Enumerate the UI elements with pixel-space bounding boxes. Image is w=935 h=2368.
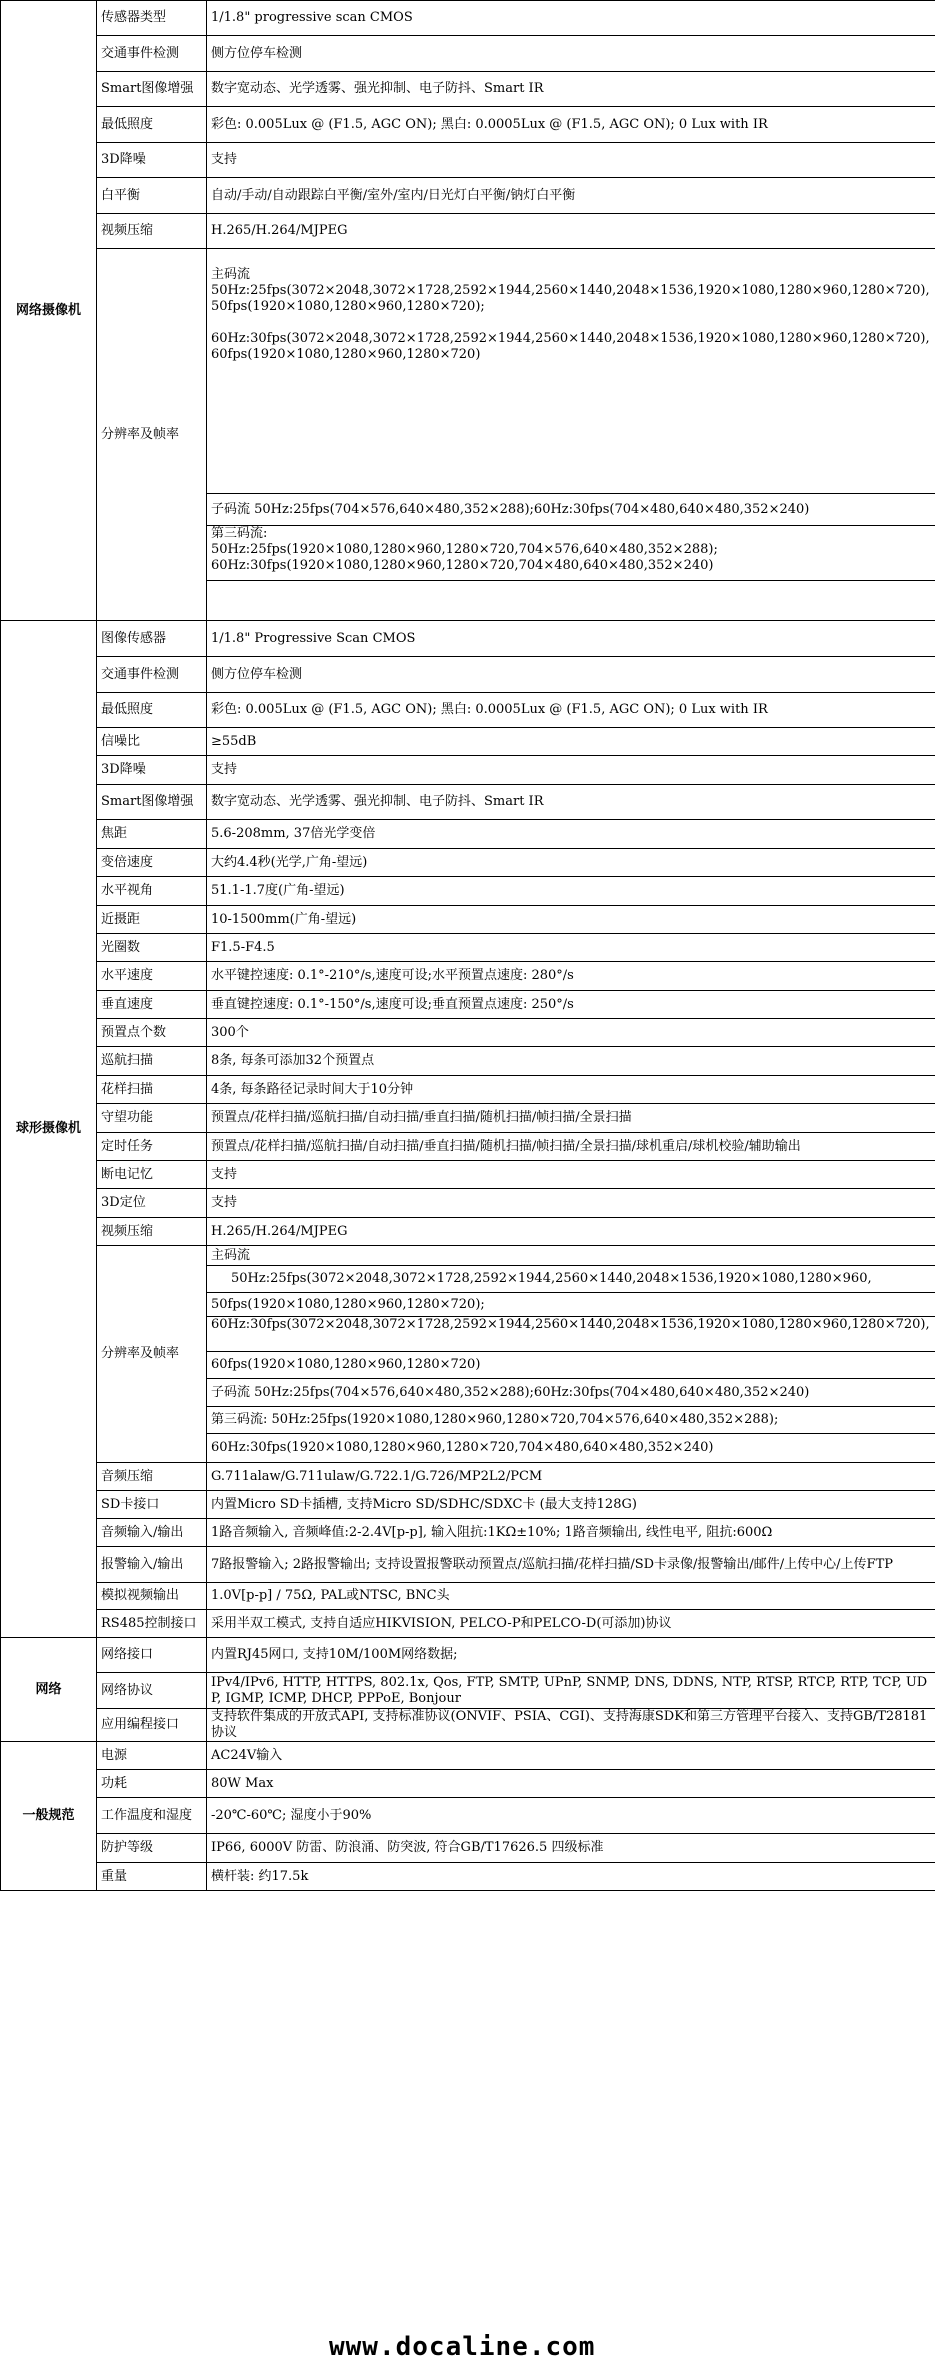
spec-value: 支持: [207, 1161, 935, 1189]
spec-label: 网络协议: [97, 1673, 207, 1709]
spec-value: 彩色: 0.005Lux @ (F1.5, AGC ON); 黑白: 0.0005Lux @ (F1.5, AGC ON); 0 Lux with IR: [207, 107, 935, 143]
main-50-line: [207, 1266, 935, 1293]
spec-row: [1, 1519, 935, 1547]
blank-line: [207, 581, 935, 620]
spec-value: 支持软件集成的开放式API, 支持标准协议(ONVIF、PSIA、CGI)、支持海康SDK和第三方管理平台接入、支持GB/T28181协议: [207, 1709, 935, 1742]
spec-value: H.265/H.264/MJPEG: [207, 214, 935, 249]
spec-value: 水平键控速度: 0.1°-210°/s,速度可设;水平预置点速度: 280°/s: [207, 962, 935, 991]
spec-row: [1, 621, 935, 657]
main-60-line: [207, 1317, 935, 1352]
spec-row: [1, 1463, 935, 1491]
main-stream-block: [207, 249, 935, 494]
spec-label: 应用编程接口: [97, 1709, 207, 1742]
spec-label: 传感器类型: [97, 1, 207, 36]
spec-value: 数字宽动态、光学透雾、强光抑制、电子防抖、Smart IR: [207, 72, 935, 107]
spec-label: 守望功能: [97, 1104, 207, 1133]
spec-value: 8条, 每条可添加32个预置点: [207, 1047, 935, 1076]
spec-row: [1, 1798, 935, 1834]
sub-stream-line: [207, 494, 935, 526]
main-stream-block-text: 60Hz:30fps(3072×2048,3072×1728,2592×1944,2560×1440,2048×1536,1920×1080,1280×960,1280×720),60fps(1920×1080,1280×960,1280×720): [211, 331, 930, 362]
spec-value: 预置点/花样扫描/巡航扫描/自动扫描/垂直扫描/随机扫描/帧扫描/全景扫描: [207, 1104, 935, 1133]
spec-value: 彩色: 0.005Lux @ (F1.5, AGC ON); 黑白: 0.0005Lux @ (F1.5, AGC ON); 0 Lux with IR: [207, 693, 935, 728]
spec-label: RS485控制接口: [97, 1610, 207, 1638]
spec-value: 侧方位停车检测: [207, 657, 935, 693]
spec-label: 白平衡: [97, 178, 207, 214]
spec-label: Smart图像增强: [97, 785, 207, 820]
spec-label: 最低照度: [97, 107, 207, 143]
spec-row-resolution: [1, 249, 935, 621]
main-60fps-line: [207, 1352, 935, 1379]
spec-label: 水平视角: [97, 877, 207, 906]
spec-label: 交通事件检测: [97, 657, 207, 693]
spec-label: 模拟视频输出: [97, 1583, 207, 1610]
spec-value: 300个: [207, 1019, 935, 1047]
main-stream-block-text: 主码流: [211, 267, 251, 282]
spec-label: 防护等级: [97, 1834, 207, 1863]
main-50fps-line: [207, 1293, 935, 1317]
spec-row: [1, 1, 935, 36]
main-60fps-line-text: 60fps(1920×1080,1280×960,1280×720): [211, 1357, 481, 1372]
spec-value: 支持: [207, 143, 935, 178]
spec-row: [1, 1491, 935, 1519]
spec-value: 数字宽动态、光学透雾、强光抑制、电子防抖、Smart IR: [207, 785, 935, 820]
spec-value: 4条, 每条路径记录时间大于10分钟: [207, 1076, 935, 1104]
spec-row: [1, 214, 935, 249]
spec-value: IP66, 6000V 防雷、防浪涌、防突波, 符合GB/T17626.5 四级标准: [207, 1834, 935, 1863]
spec-row: [1, 991, 935, 1019]
spec-label: 功耗: [97, 1770, 207, 1798]
spec-row: [1, 1218, 935, 1246]
watermark: www.docaline.com: [325, 2332, 599, 2362]
spec-row: [1, 72, 935, 107]
spec-label: 变倍速度: [97, 849, 207, 877]
spec-row: [1, 1076, 935, 1104]
third-stream-block: [207, 526, 935, 581]
spec-row: [1, 728, 935, 756]
third-stream-block-text: 第三码流:: [211, 526, 268, 541]
spec-value: 支持: [207, 1189, 935, 1218]
spec-row: [1, 1189, 935, 1218]
main-60-line-text: 60Hz:30fps(3072×2048,3072×1728,2592×1944,2560×1440,2048×1536,1920×1080,1280×960,1280×720),: [211, 1317, 930, 1332]
spec-label: 3D定位: [97, 1189, 207, 1218]
spec-label: 花样扫描: [97, 1076, 207, 1104]
spec-value: 7路报警输入; 2路报警输出; 支持设置报警联动预置点/巡航扫描/花样扫描/SD卡录像/报警输出/邮件/上传中心/上传FTP: [207, 1547, 935, 1583]
third-stream-block-text: 50Hz:25fps(1920×1080,1280×960,1280×720,704×576,640×480,352×288);: [211, 542, 718, 557]
spec-row: [1, 657, 935, 693]
spec-value: 51.1-1.7度(广角-望远): [207, 877, 935, 906]
spec-label: 信噪比: [97, 728, 207, 756]
spec-value: 侧方位停车检测: [207, 36, 935, 72]
spec-label: 图像传感器: [97, 621, 207, 657]
spec-label: 视频压缩: [97, 1218, 207, 1246]
category-general: 一般规范: [1, 1742, 97, 1891]
sub-stream-line-text: 子码流 50Hz:25fps(704×576,640×480,352×288);60Hz:30fps(704×480,640×480,352×240): [211, 1384, 810, 1400]
spec-label: 分辨率及帧率: [97, 249, 207, 621]
spec-row-resolution: [1, 1246, 935, 1463]
spec-row: [1, 1019, 935, 1047]
spec-value: ≥55dB: [207, 728, 935, 756]
spec-value: 内置RJ45网口, 支持10M/100M网络数据;: [207, 1638, 935, 1673]
spec-row: [1, 143, 935, 178]
spec-row: [1, 906, 935, 934]
spec-label: 预置点个数: [97, 1019, 207, 1047]
spec-value: 10-1500mm(广角-望远): [207, 906, 935, 934]
spec-label: 3D降噪: [97, 756, 207, 785]
spec-label: 近摄距: [97, 906, 207, 934]
spec-label: 巡航扫描: [97, 1047, 207, 1076]
spec-label: 电源: [97, 1742, 207, 1770]
category-network: 网络: [1, 1638, 97, 1742]
third-50-line: [207, 1407, 935, 1434]
main-50-line-text: 50Hz:25fps(3072×2048,3072×1728,2592×1944,2560×1440,2048×1536,1920×1080,1280×960,: [231, 1271, 872, 1286]
third-60-line: [207, 1434, 935, 1462]
spec-value: AC24V输入: [207, 1742, 935, 1770]
spec-value: 大约4.4秒(光学,广角-望远): [207, 849, 935, 877]
spec-label: 网络接口: [97, 1638, 207, 1673]
spec-row: [1, 36, 935, 72]
spec-value: 5.6-208mm, 37倍光学变倍: [207, 820, 935, 849]
spec-value: 1/1.8" Progressive Scan CMOS: [207, 621, 935, 657]
spec-value: 1路音频输入, 音频峰值:2-2.4V[p-p], 输入阻抗:1KΩ±10%; 1路音频输出, 线性电平, 阻抗:600Ω: [207, 1519, 935, 1547]
spec-row: [1, 1104, 935, 1133]
spec-label: 工作温度和湿度: [97, 1798, 207, 1834]
spec-row: [1, 1863, 935, 1891]
resolution-value: [207, 249, 935, 621]
spec-label: 视频压缩: [97, 214, 207, 249]
spec-label: 垂直速度: [97, 991, 207, 1019]
spec-value: 自动/手动/自动跟踪白平衡/室外/室内/日光灯白平衡/钠灯白平衡: [207, 178, 935, 214]
spec-row: [1, 756, 935, 785]
spec-row: [1, 1834, 935, 1863]
spec-value: 内置Micro SD卡插槽, 支持Micro SD/SDHC/SDXC卡 (最大支持128G): [207, 1491, 935, 1519]
spec-row: [1, 1673, 935, 1709]
spec-row: [1, 1610, 935, 1638]
spec-label: 分辨率及帧率: [97, 1246, 207, 1463]
spec-row: [1, 107, 935, 143]
spec-value: 垂直键控速度: 0.1°-150°/s,速度可设;垂直预置点速度: 250°/s: [207, 991, 935, 1019]
spec-label: 交通事件检测: [97, 36, 207, 72]
spec-label: 报警输入/输出: [97, 1547, 207, 1583]
main-stream-block-text: 50Hz:25fps(3072×2048,3072×1728,2592×1944,2560×1440,2048×1536,1920×1080,1280×960,1280×720),50fps(1920×1080,1280×960,1280×720);: [211, 283, 930, 314]
spec-label: 光圈数: [97, 934, 207, 962]
spec-value: G.711alaw/G.711ulaw/G.722.1/G.726/MP2L2/PCM: [207, 1463, 935, 1491]
spec-row: [1, 1638, 935, 1673]
spec-row: [1, 178, 935, 214]
spec-row: [1, 693, 935, 728]
spec-row: [1, 849, 935, 877]
resolution-value: [207, 1246, 935, 1463]
spec-label: 焦距: [97, 820, 207, 849]
spec-row: [1, 1161, 935, 1189]
spec-row: [1, 934, 935, 962]
main-title-line: [207, 1246, 935, 1266]
sub-stream-line-text: 子码流 50Hz:25fps(704×576,640×480,352×288);60Hz:30fps(704×480,640×480,352×240): [211, 501, 810, 517]
spec-row: [1, 962, 935, 991]
spec-value: 采用半双工模式, 支持自适应HIKVISION, PELCO-P和PELCO-D(可添加)协议: [207, 1610, 935, 1638]
spec-label: 水平速度: [97, 962, 207, 991]
spec-value: -20℃-60℃; 湿度小于90%: [207, 1798, 935, 1834]
spec-label: 重量: [97, 1863, 207, 1891]
spec-label: SD卡接口: [97, 1491, 207, 1519]
spec-value: 预置点/花样扫描/巡航扫描/自动扫描/垂直扫描/随机扫描/帧扫描/全景扫描/球机重启/球机校验/辅助输出: [207, 1133, 935, 1161]
spec-label: 最低照度: [97, 693, 207, 728]
spec-row: [1, 1583, 935, 1610]
main-title-line-text: 主码流: [211, 1247, 251, 1263]
spec-value: IPv4/IPv6, HTTP, HTTPS, 802.1x, Qos, FTP, SMTP, UPnP, SNMP, DNS, DDNS, NTP, RTSP, RTCP, RTP, TCP, UDP, IGMP, ICMP, DHCP, PPPoE, Bonjour: [207, 1673, 935, 1709]
spec-row: [1, 1547, 935, 1583]
spec-row: [1, 1133, 935, 1161]
spec-row: [1, 1047, 935, 1076]
spec-label: 音频压缩: [97, 1463, 207, 1491]
spec-label: 断电记忆: [97, 1161, 207, 1189]
spec-label: 音频输入/输出: [97, 1519, 207, 1547]
spec-value: 80W Max: [207, 1770, 935, 1798]
spec-row: [1, 1742, 935, 1770]
spec-row: [1, 820, 935, 849]
spec-value: H.265/H.264/MJPEG: [207, 1218, 935, 1246]
spec-row: [1, 785, 935, 820]
sub-stream-line: [207, 1379, 935, 1407]
spec-value: 1.0V[p-p] / 75Ω, PAL或NTSC, BNC头: [207, 1583, 935, 1610]
main-50fps-line-text: 50fps(1920×1080,1280×960,1280×720);: [211, 1296, 485, 1312]
category-camera: 网络摄像机: [1, 1, 97, 621]
spec-row: [1, 1709, 935, 1742]
spec-label: 定时任务: [97, 1133, 207, 1161]
spec-row: [1, 877, 935, 906]
spec-value: 1/1.8" progressive scan CMOS: [207, 1, 935, 36]
third-stream-block-text: 60Hz:30fps(1920×1080,1280×960,1280×720,704×480,640×480,352×240): [211, 558, 714, 573]
category-dome: 球形摄像机: [1, 621, 97, 1638]
spec-label: 3D降噪: [97, 143, 207, 178]
spec-row: [1, 1770, 935, 1798]
spec-label: Smart图像增强: [97, 72, 207, 107]
spec-value: 横杆装: 约17.5k: [207, 1863, 935, 1891]
spec-value: 支持: [207, 756, 935, 785]
third-50-line-text: 第三码流: 50Hz:25fps(1920×1080,1280×960,1280×720,704×576,640×480,352×288);: [211, 1412, 779, 1427]
spec-value: F1.5-F4.5: [207, 934, 935, 962]
third-60-line-text: 60Hz:30fps(1920×1080,1280×960,1280×720,704×480,640×480,352×240): [211, 1440, 714, 1455]
